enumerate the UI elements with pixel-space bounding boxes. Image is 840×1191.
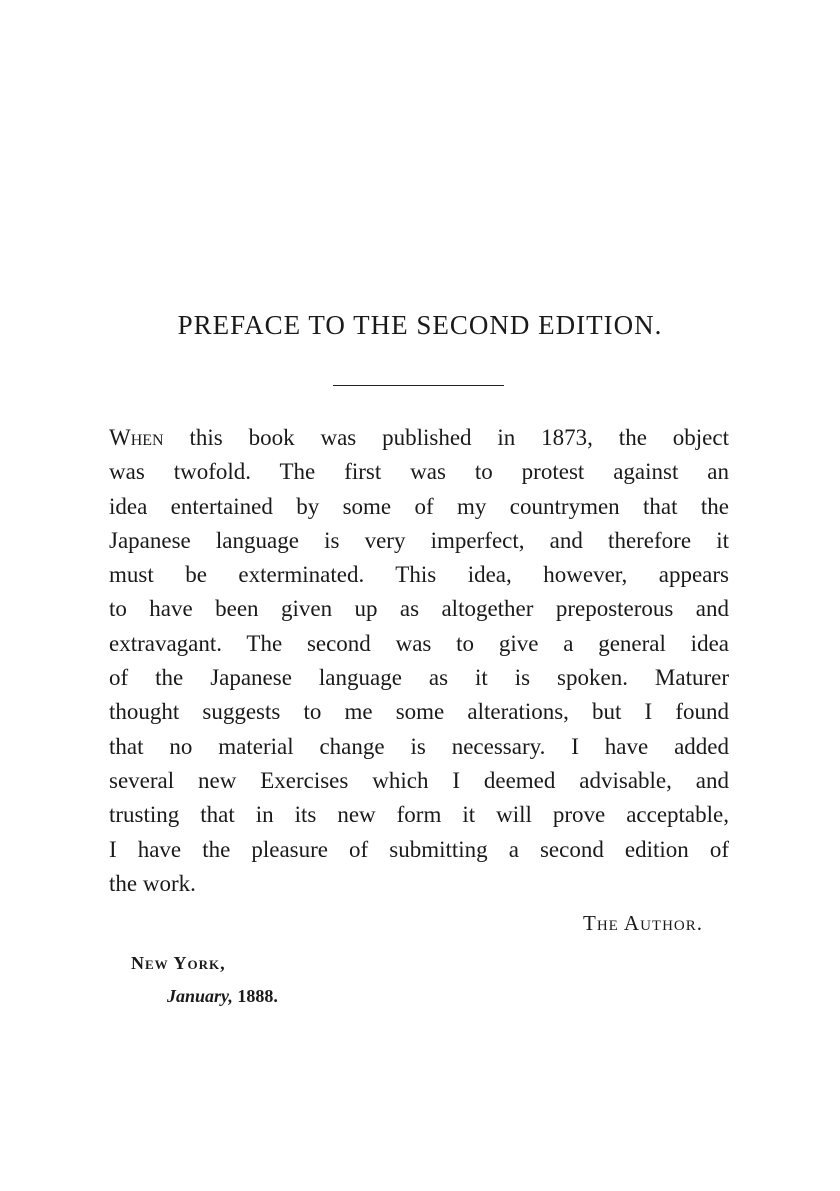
preface-line: the work.	[109, 870, 196, 896]
preface-line: several new Exercises which I deemed advisable, and	[109, 767, 729, 793]
date-year: 1888.	[237, 986, 278, 1006]
preface-line-text: this book was published in 1873, the object	[163, 425, 729, 450]
preface-line: trusting that in its new form it will prove acceptable,	[109, 802, 729, 828]
preface-line: thought suggests to me some alterations, but I found	[109, 699, 729, 725]
preface-line: to have been given up as altogether preposterous and	[109, 596, 729, 622]
preface-line: I have the pleasure of submitting a second edition of	[109, 836, 729, 862]
preface-line: that no material change is necessary. I have added	[109, 733, 729, 759]
preface-line	[109, 421, 729, 455]
preface-line: Japanese language is very imperfect, and therefore it	[109, 527, 729, 553]
title-divider	[333, 385, 504, 386]
preface-body	[109, 421, 729, 901]
preface-line: of the Japanese language as it is spoken. Maturer	[109, 665, 729, 691]
author-signature: The Author.	[583, 911, 703, 935]
preface-line: must be exterminated. This idea, however, appears	[109, 562, 729, 588]
preface-line: idea entertained by some of my countrymen that the	[109, 493, 729, 519]
date-line	[167, 986, 278, 1007]
preface-first-word: When	[109, 425, 164, 450]
page-title: PREFACE TO THE SECOND EDITION.	[177, 310, 663, 340]
place-line: New York,	[131, 953, 226, 973]
preface-line: was twofold. The first was to protest against an	[109, 459, 729, 485]
date-month: January,	[167, 986, 233, 1006]
preface-line: extravagant. The second was to give a general idea	[109, 630, 729, 656]
